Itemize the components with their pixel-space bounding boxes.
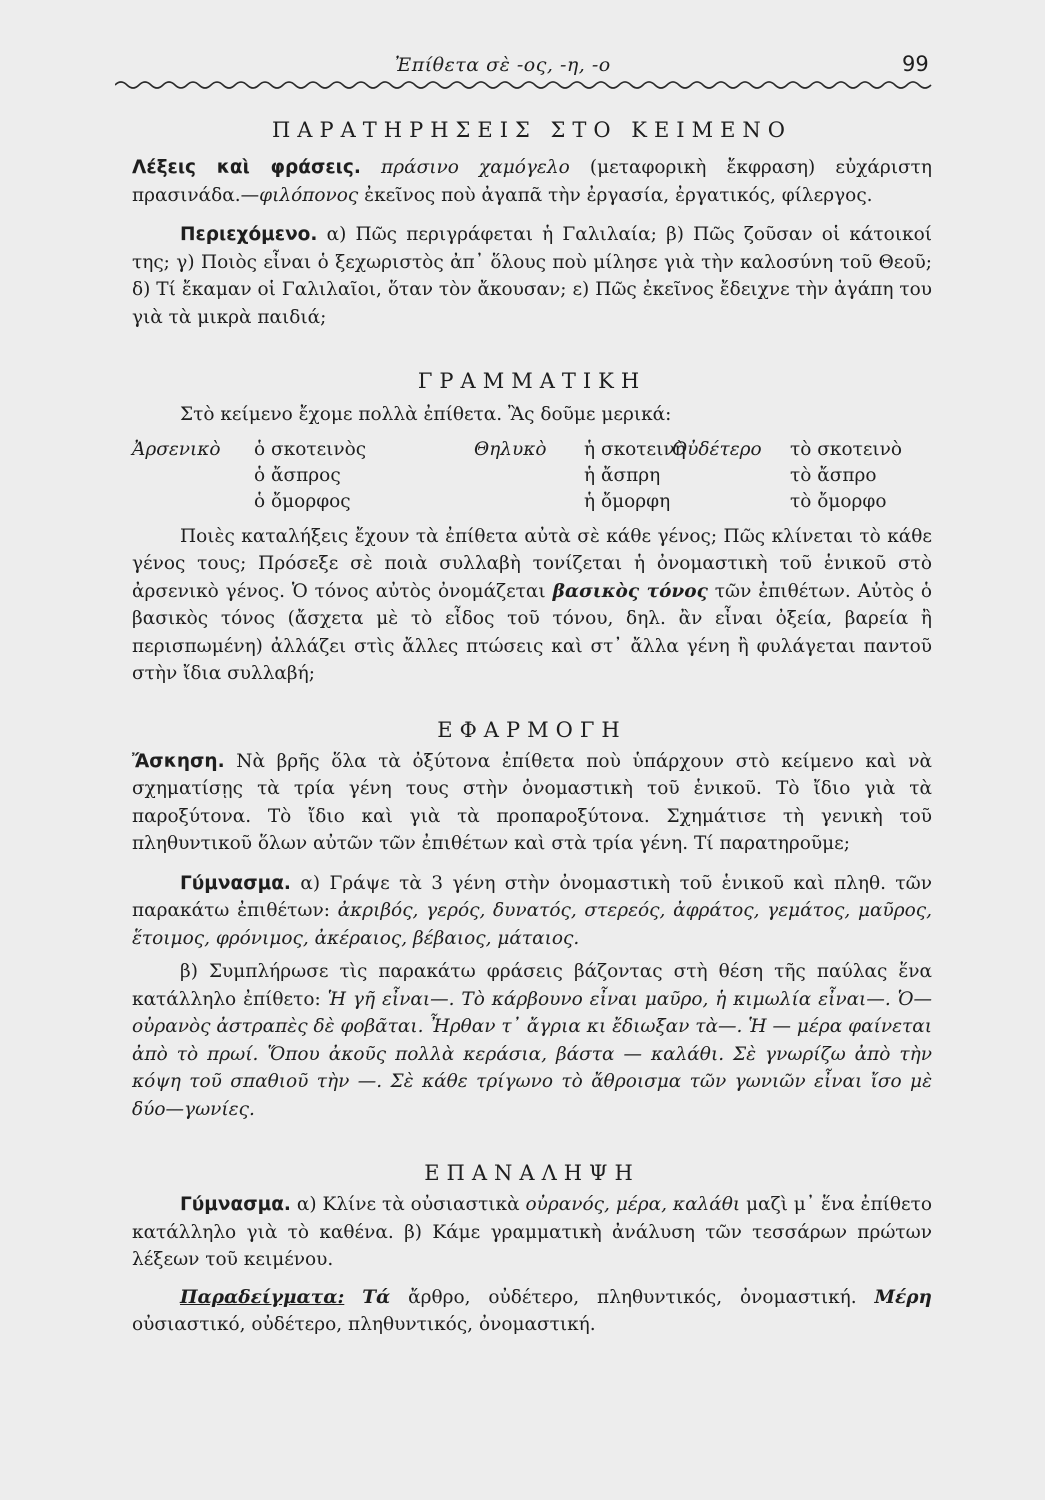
page-number: 99 xyxy=(902,52,929,76)
text-content-questions: α) Πῶς περιγράφεται ἡ Γαλιλαία; β) Πῶς ζοῦσαν οἱ κάτοικοί της; γ) Ποιὸς εἶναι ὁ ξεχωριστὸς ἀπ᾽ ὅλους ποὺ μίλησε γιὰ τὴν καλοσύνη τοῦ Θεοῦ; δ) Τί ἔκαμαν οἱ Γαλιλαῖοι, ὅταν τὸν ἄκουσαν; ε) Πῶς ἐκεῖνος ἔδειχνε τὴν ἀγάπη του γιὰ τὰ μικρὰ παιδιά; xyxy=(132,224,932,328)
paragraph-lexeis xyxy=(132,154,932,209)
heading-grammar: ΓΡΑΜΜΑΤΙΚΗ xyxy=(417,369,647,393)
heading-application: ΕΦΑΡΜΟΓΗ xyxy=(437,717,627,742)
fill-in-phrases: Ἡ γῆ εἶναι—. Τὸ κάρβουνο εἶναι μαῦρο, ἡ κιμωλία εἶναι—. Ὁ—οὐρανὸς ἀστραπὲς δὲ φοβᾶται. Ἦρθαν τ᾽ ἄγρια κι ἔδιωξαν τὰ—. Ἡ — μέρα φαίνεται ἀπὸ τὸ πρωί. Ὅπου ἀκοῦς πολλὰ κεράσια, βάστα — καλάθι. Σὲ γνωρίζω ἀπὸ τὴν κόψη τοῦ σπαθιοῦ τὴν —. Σὲ κάθε τρίγωνο τὸ ἄθροισμα τῶν γωνιῶν εἶναι ἴσο μὲ δύο—γωνίες. xyxy=(132,988,932,1120)
paragraph-gymnasma-a xyxy=(132,870,932,953)
term-prasino: πράσινο χαμόγελο xyxy=(381,157,570,178)
adjective-forms-table xyxy=(132,437,932,519)
paragraph-grammar-questions xyxy=(132,523,932,688)
heading-observations: ΠΑΡΑΤΗΡΗΣΕΙΣ ΣΤΟ ΚΕΙΜΕΝΟ xyxy=(271,118,793,142)
running-head-title: Ἐπίθετα σὲ -ος, -η, -ο xyxy=(395,54,611,76)
text-grammar-1: Ποιὲς καταλήξεις ἔχουν τὰ ἐπίθετα αὐτὰ σὲ κάθε γένος; Πῶς κλίνεται τὸ κάθε γένος τους; Πρόσεξε σὲ ποιὰ συλλαβὴ τονίζεται ἡ ὀνομαστικὴ τοῦ ἑνικοῦ στὸ ἀρσενικὸ γένος. Ὁ τόνος αὐτὸς ὀνομάζεται xyxy=(132,525,932,602)
word-meri: Μέρη xyxy=(874,1286,932,1308)
paragraph-review-gymnasma xyxy=(132,1191,932,1274)
text-gymnasma-b: β) Συμπλήρωσε τὶς παρακάτω φράσεις βάζοντας στὴ θέση τῆς παύλας ἕνα κατάλληλο ἐπίθετο: xyxy=(132,961,932,1010)
paragraph-askisi xyxy=(132,748,932,858)
paragraph-content-questions xyxy=(132,221,932,331)
label-gymnasma-1: Γύμνασμα. xyxy=(180,872,291,894)
neut-form-3: τὸ ὄμορφο xyxy=(790,490,887,512)
neut-form-1: τὸ σκοτεινὸ xyxy=(790,438,903,460)
text-review-2: μαζὶ μ᾽ ἕνα ἐπίθετο κατάλληλο γιὰ τὸ καθένα. β) Κάμε γραμματικὴ ἀνάλυση τῶν τεσσάρων πρώτων λέξεων τοῦ κειμένου. xyxy=(132,1194,932,1270)
label-lexeis: Λέξεις καὶ φράσεις. xyxy=(132,157,361,178)
fem-form-3: ἡ ὄμορφη xyxy=(584,490,671,512)
text-examples-2: οὐσιαστικό, οὐδέτερο, πληθυντικός, ὀνομαστική. xyxy=(132,1314,596,1335)
fem-form-1: ἡ σκοτεινὴ xyxy=(584,438,686,460)
fem-form-2: ἡ ἄσπρη xyxy=(584,464,661,486)
page-content xyxy=(132,118,932,1339)
text-examples-1: ἄρθρο, οὐδέτερο, πληθυντικός, ὀνομαστική. xyxy=(390,1286,875,1308)
gender-feminine-label: Θηλυκὸ xyxy=(474,438,547,460)
text-askisi: Νὰ βρῆς ὅλα τὰ ὀξύτονα ἐπίθετα ποὺ ὑπάρχουν στὸ κείμενο καὶ νὰ σχηματίσῃς τὰ τρία γένη τους στὴν ὀνομαστικὴ τοῦ ἑνικοῦ. Τὸ ἴδιο γιὰ τὰ παροξύτονα. Τὸ ἴδιο καὶ γιὰ τὰ προπαροξύτονα. Σχημάτισε τὴ γενικὴ τοῦ πληθυντικοῦ ὅλων αὐτῶν τῶν ἐπιθέτων καὶ στὰ τρία γένη. Τί παρατηροῦμε; xyxy=(132,750,932,854)
paragraph-examples xyxy=(132,1284,932,1339)
label-gymnasma-2: Γύμνασμα. xyxy=(180,1194,291,1215)
label-askisi: Ἄσκηση. xyxy=(132,750,225,772)
label-examples: Παραδείγματα: xyxy=(180,1286,345,1308)
masc-form-3: ὁ ὄμορφος xyxy=(254,490,351,512)
text-review-1: α) Κλίνε τὰ οὐσιαστικὰ xyxy=(290,1194,526,1215)
word-ta: Τά xyxy=(362,1286,391,1308)
masc-form-1: ὁ σκοτεινὸς xyxy=(254,438,367,460)
gender-masculine-label: Ἀρσενικὸ xyxy=(132,438,221,460)
heading-review: ΕΠΑΝΑΛΗΨΗ xyxy=(424,1161,640,1185)
review-nouns: οὐρανός, μέρα, καλάθι xyxy=(525,1194,741,1215)
text-gymnasma-a: α) Γράψε τὰ 3 γένη στὴν ὀνομαστικὴ τοῦ ἑνικοῦ καὶ πληθ. τῶν παρακάτω ἐπιθέτων: xyxy=(132,872,932,921)
term-filoponos: φιλόπονος xyxy=(259,184,359,206)
text-lexeis-1: (μεταφορικὴ ἔκφραση) εὐχάριστη πρασινάδα.— xyxy=(132,157,932,206)
adjective-list: ἀκριβός, γερός, δυνατός, στερεός, ἀφράτος, γεμάτος, μαῦρος, ἕτοιμος, φρόνιμος, ἀκέραιος, βέβαιος, μάταιος. xyxy=(132,900,932,949)
running-head xyxy=(0,48,1045,88)
masc-form-2: ὁ ἄσπρος xyxy=(254,464,341,486)
paragraph-grammar-intro: Στὸ κείμενο ἔχομε πολλὰ ἐπίθετα. Ἂς δοῦμε μερικά: xyxy=(180,404,672,425)
paragraph-gymnasma-b xyxy=(132,958,932,1123)
neut-form-2: τὸ ἄσπρο xyxy=(790,464,877,486)
label-periexomeno: Περιεχόμενο. xyxy=(180,224,318,245)
gender-neuter-label: Οὐδέτερο xyxy=(672,438,762,460)
wavy-rule xyxy=(115,78,935,92)
term-basic-accent: βασικὸς τόνος xyxy=(552,580,708,602)
text-grammar-2: τῶν ἐπιθέτων. Αὐτὸς ὁ βασικὸς τόνος (ἄσχετα μὲ τὸ εἶδος τοῦ τόνου, δηλ. ἂν εἶναι ὀξεία, βαρεία ἢ περισπωμένη) ἀλλάζει στὶς ἄλλες πτώσεις καὶ στ᾽ ἄλλα γένη ἢ φυλάγεται παντοῦ στὴν ἴδια συλλαβή; xyxy=(132,580,933,684)
text-lexeis-2: ἐκεῖνος ποὺ ἀγαπᾶ τὴν ἐργασία, ἐργατικός, φίλεργος. xyxy=(358,184,873,206)
